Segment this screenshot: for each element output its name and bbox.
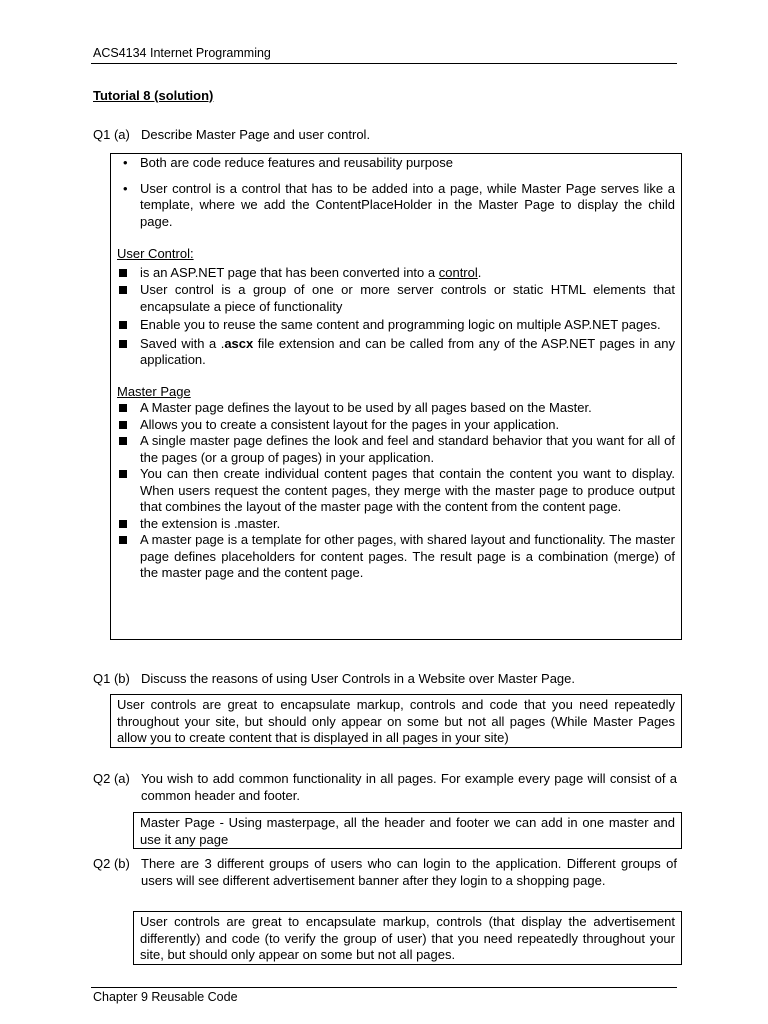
footer-divider [91, 987, 677, 988]
square-bullet-icon [119, 470, 127, 478]
question-text: You wish to add common functionality in all pages. For example every page will consist of a common header and footer. [141, 771, 677, 803]
square-bullet-icon [119, 340, 127, 348]
answer-box-q2b: User controls are great to encapsulate markup, controls (that display the advertisement differently) and code (to verify the group of user) that you need repeatedly throughout your site, but should only appear on some but not all pages. [133, 911, 682, 965]
question-number: Q2 (a) [93, 771, 130, 786]
page-title: Tutorial 8 (solution) [93, 88, 214, 103]
list-item: the extension is .master. [117, 516, 675, 533]
question-number: Q1 (b) [93, 671, 130, 686]
list-item: is an ASP.NET page that has been converted into a control. [117, 265, 675, 282]
header-divider [91, 63, 677, 64]
list-item: Enable you to reuse the same content and programming logic on multiple ASP.NET pages. [117, 317, 675, 334]
bullet-dot-icon: • [123, 180, 128, 196]
square-bullet-icon [119, 421, 127, 429]
list-item: Allows you to create a consistent layout for the pages in your application. [117, 417, 675, 434]
question-number: Q1 (a) [93, 127, 130, 142]
answer-box-q1a [110, 153, 682, 640]
answer-box-q1b: User controls are great to encapsulate markup, controls and code that you need repeatedly throughout your site, but should only appear on some but not all pages (While Master Pages allow you to create content that is displayed in all pages in your site) [110, 694, 682, 748]
document-header: ACS4134 Internet Programming [93, 46, 271, 60]
question-number: Q2 (b) [93, 856, 130, 871]
square-bullet-icon [119, 286, 127, 294]
master-page-heading: Master Page [117, 383, 191, 399]
square-bullet-icon [119, 321, 127, 329]
square-bullet-icon [119, 520, 127, 528]
square-bullet-icon [119, 536, 127, 544]
question-q1a [93, 127, 370, 144]
question-text: There are 3 different groups of users who can login to the application. Different groups of users will see different advertisement banner after they login to a shopping page. [141, 856, 677, 888]
answer-box-q2a: Master Page - Using masterpage, all the header and footer we can add in one master and use it any page [133, 812, 682, 849]
list-item: User control is a group of one or more server controls or static HTML elements that encapsulate a piece of functionality [117, 282, 675, 315]
list-item: You can then create individual content pages that contain the content you want to display. When users request the content pages, they merge with the master page to produce output that combines the layout of the master page with the content from the content page. [117, 466, 675, 516]
square-bullet-icon [119, 437, 127, 445]
question-q2b [93, 856, 677, 889]
square-bullet-icon [119, 269, 127, 277]
question-text: Discuss the reasons of using User Controls in a Website over Master Page. [141, 671, 576, 686]
document-footer: Chapter 9 Reusable Code [93, 990, 238, 1004]
user-control-heading: User Control: [117, 246, 194, 261]
bullet-item: • Both are code reduce features and reusability purpose [123, 155, 453, 170]
list-item: A single master page defines the look and feel and standard behavior that you want for all of the pages (or a group of pages) in your application. [117, 433, 675, 466]
bullet-item: • User control is a control that has to be added into a page, while Master Page serves like a template, where we add the ContentPlaceHolder in the Master Page to display the child page. [123, 180, 675, 229]
list-item: A master page is a template for other pages, with shared layout and functionality. The master page defines placeholders for content pages. The result page is a combination (merge) of the master page and the content page. [117, 532, 675, 582]
question-text: Describe Master Page and user control. [141, 127, 371, 142]
question-q1b [93, 671, 575, 688]
square-bullet-icon [119, 404, 127, 412]
list-item: A Master page defines the layout to be used by all pages based on the Master. [117, 400, 675, 417]
question-q2a [93, 771, 677, 804]
bullet-dot-icon: • [123, 155, 128, 170]
list-item: Saved with a .ascx file extension and can be called from any of the ASP.NET pages in any application. [117, 336, 675, 369]
